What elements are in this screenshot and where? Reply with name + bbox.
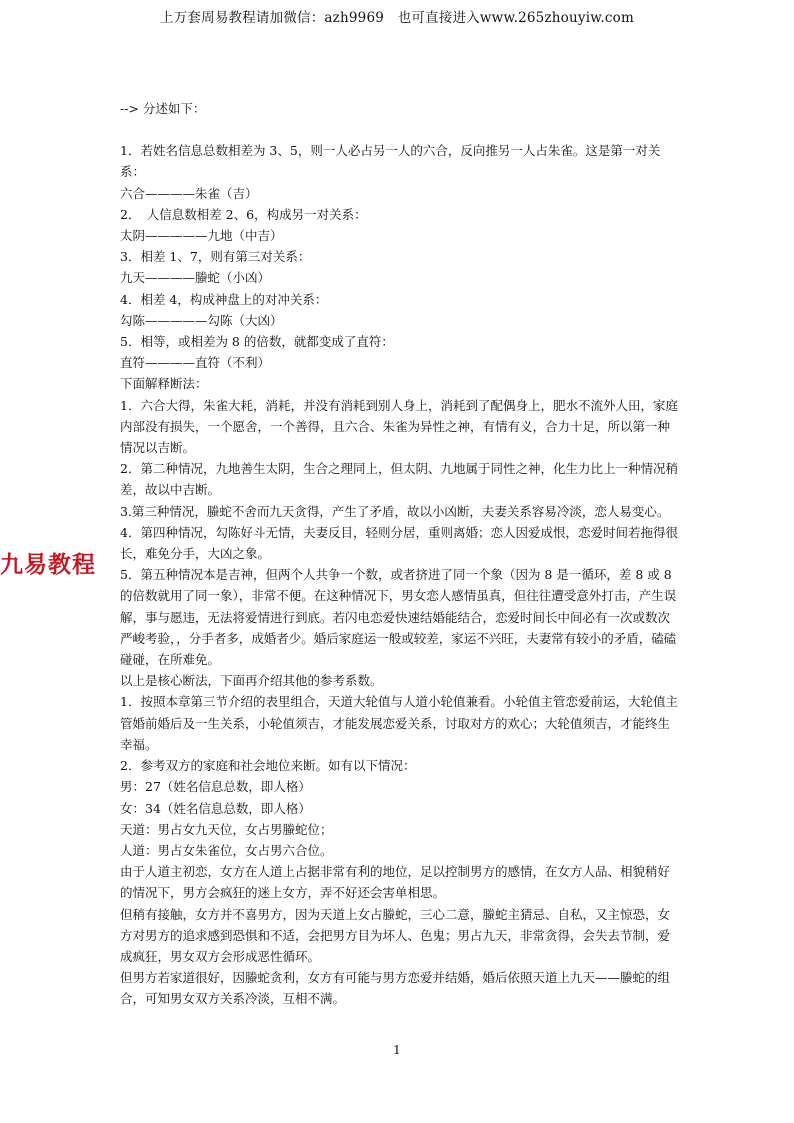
text-line: 4．第四种情况，勾陈好斗无情，夫妻反目，轻则分居，重则离婚；恋人因爱成恨，恋爱时间若拖得很长，难免分手，大凶之象。 bbox=[120, 524, 678, 562]
text-line: 直符————直符（不利） bbox=[120, 355, 271, 371]
intro-line: --> 分述如下： bbox=[120, 101, 206, 116]
text-line: 3.第三种情况，螣蛇不舍而九天贪得，产生了矛盾，故以小凶断，夫妻关系容易冷淡，恋人易变心。 bbox=[120, 503, 670, 519]
text-line: 1．按照本章第三节介绍的表里组合，天道大轮值与人道小轮值兼看。小轮值主管恋爱前运，大轮值主管婚前婚后及一生关系，小轮值须吉，才能发展恋爱关系，讨取对方的欢心；大轮值须吉，才能终生幸福。 bbox=[120, 694, 678, 752]
text-line: 女：34（姓名信息总数，即人格） bbox=[120, 800, 311, 816]
page-header-banner: 上万套周易教程请加微信：azh9969 也可直接进入www.265zhouyiw.com bbox=[160, 10, 634, 26]
text-line: 但男方若家道很好，因螣蛇贪利，女方有可能与男方恋爱并结婚，婚后依照天道上九天——螣蛇的组合，可知男女双方关系冷淡，互相不满。 bbox=[120, 970, 671, 1007]
text-line: 男：27（姓名信息总数，即人格） bbox=[120, 779, 311, 795]
text-line: 天道：男占女九天位，女占男螣蛇位； bbox=[120, 821, 333, 837]
text-line: 1．六合大得，朱雀大耗，消耗，并没有消耗到别人身上，消耗到了配偶身上，肥水不流外人田，家庭内部没有损失，一个愿舍，一个善得，且六合、朱雀为异性之神，有情有义，合力十足，所以第一种情况以吉断。 bbox=[120, 397, 678, 456]
text-line: 2．参考双方的家庭和社会地位来断。如有以下情况： bbox=[120, 758, 416, 774]
text-line: 下面解释断法： bbox=[120, 376, 208, 392]
text-line: 5．相等，或相差为 8 的倍数，就都变成了直符： bbox=[120, 334, 394, 350]
text-line: 1．若姓名信息总数相差为 3、5，则一人必占另一人的六合，反向推另一人占朱雀。这是第一对关系： bbox=[120, 143, 661, 180]
paragraph-gap bbox=[120, 119, 678, 140]
text-line: 5．第五种情况本是吉神，但两个人共争一个数，或者挤进了同一个象（因为 8 是一循环，差 8 或 8 的倍数就用了同一象），非常不便。在这种情况下，男女恋人感情虽真，但往往遭受意外打击，产生误解，事与愿违，无法将爱情进行到底。若闪电恋爱快速结婚能结合，恋爱时间长中间必有一次或数次严峻考验，，分手者多，成婚者少。婚后家庭运一般或较差，家运不兴旺，夫妻常有较小的矛盾，磕磕碰碰，在所难免。 bbox=[120, 567, 677, 668]
page-number: 1 bbox=[393, 1043, 401, 1057]
text-line: 勾陈—————勾陈（大凶） bbox=[120, 312, 283, 328]
text-line: 九天————螣蛇（小凶） bbox=[120, 270, 271, 286]
text-line: 2． 人信息数相差 2、6，构成另一对关系： bbox=[120, 206, 367, 222]
text-line: 六合————朱雀（吉） bbox=[120, 185, 258, 201]
text-line: 太阴—————九地（中吉） bbox=[120, 228, 283, 244]
text-line: 3．相差 1、7，则有第三对关系： bbox=[120, 249, 311, 265]
text-line: 2．第二种情况，九地善生太阴，生合之理同上，但太阴、九地属于同性之神，化生力比上一种情况稍差，故以中吉断。 bbox=[120, 461, 678, 498]
document-body bbox=[120, 98, 678, 1010]
text-line: 4．相差 4，构成神盘上的对冲关系： bbox=[120, 291, 328, 307]
text-line: 人道：男占女朱雀位，女占男六合位。 bbox=[120, 842, 333, 858]
text-line: 由于人道主初恋，女方在人道上占据非常有利的地位，足以控制男方的感情，在女方人品、相貌稍好的情况下，男方会疯狂的迷上女方，弄不好还会害单相思。 bbox=[120, 864, 671, 901]
text-line: 以上是核心断法，下面再介绍其他的参考系数。 bbox=[120, 673, 383, 689]
text-line: 但稍有接触，女方并不喜男方，因为天道上女占螣蛇，三心二意，螣蛇主猜忌、自私，又主惊恐，女方对男方的追求感到恐惧和不适，会把男方目为坏人、色鬼；男占九天，非常贪得，会失去节制，爱成疯狂，男女双方会形成恶性循环。 bbox=[120, 906, 671, 964]
side-watermark-logo: 九易教程 bbox=[0, 552, 96, 578]
